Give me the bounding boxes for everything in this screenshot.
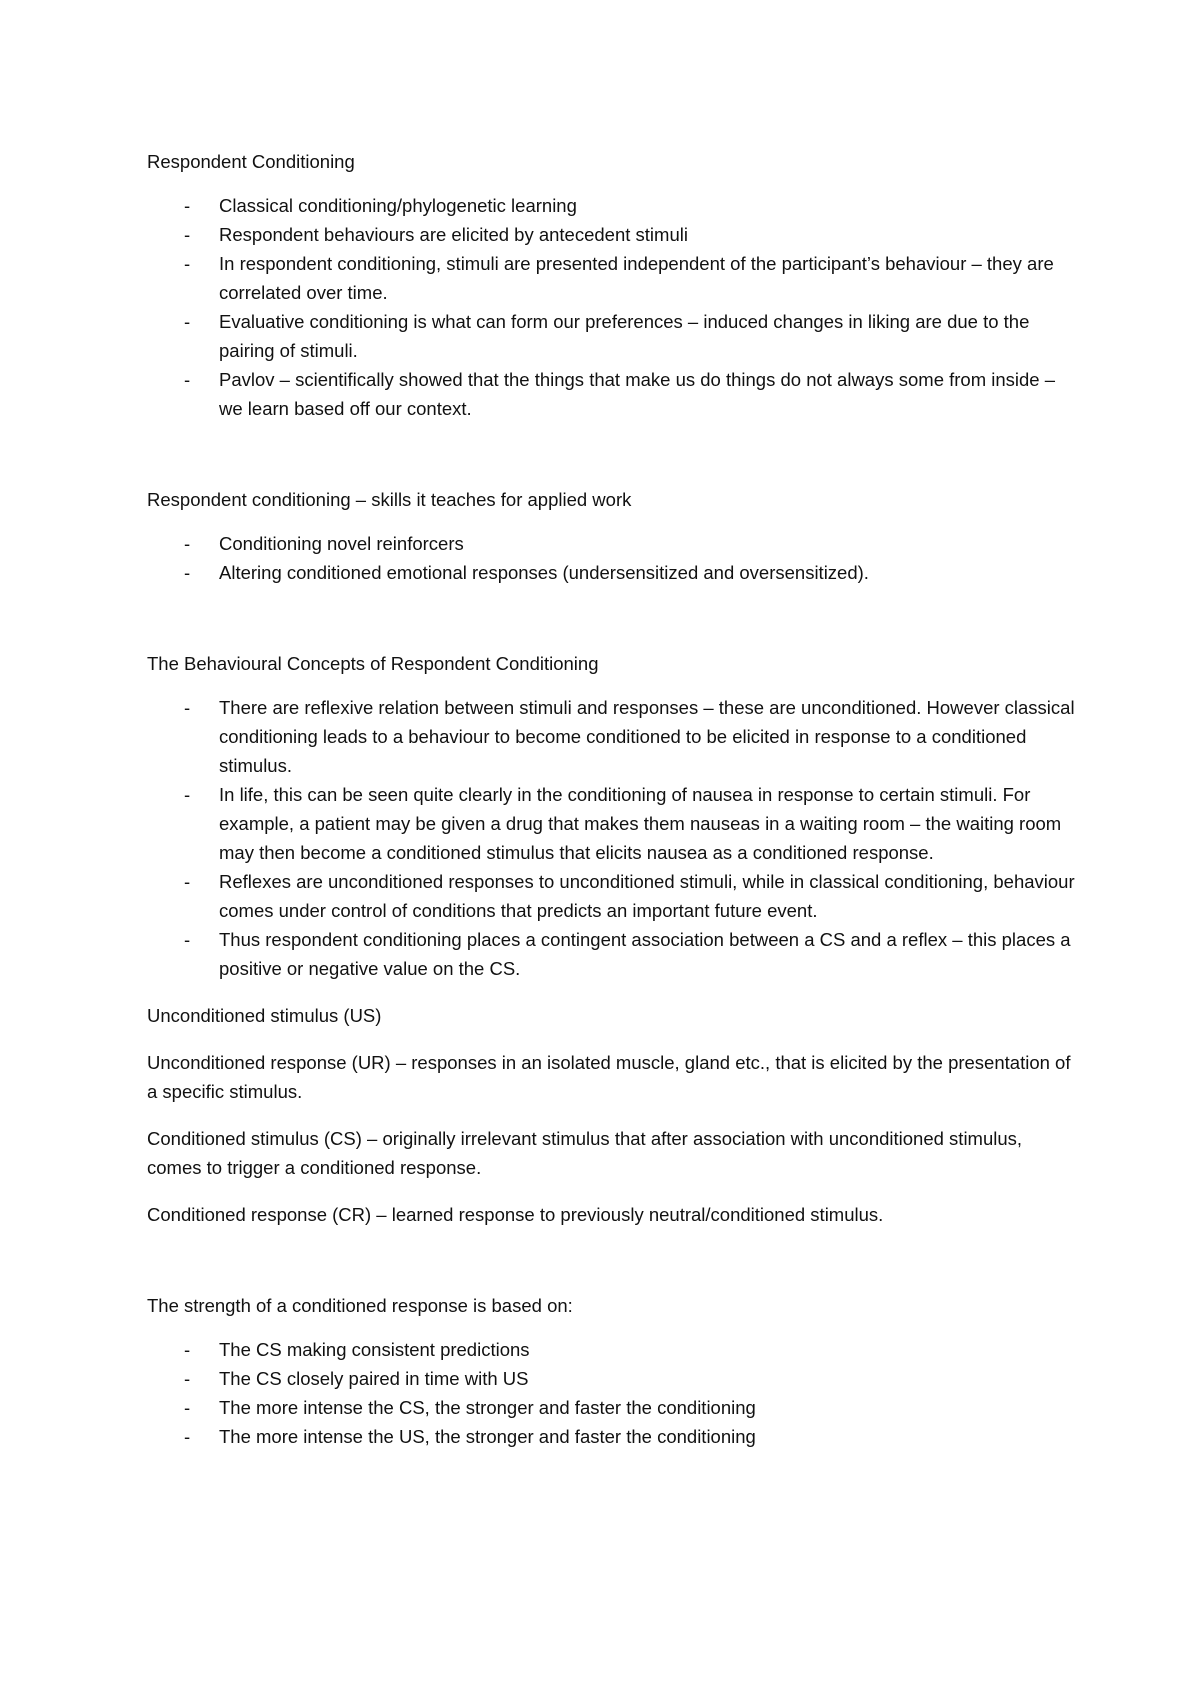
list-item bbox=[147, 1335, 1077, 1364]
definition-paragraph: Unconditioned response (UR) – responses in an isolated muscle, gland etc., that is elicited by the presentation of a specific stimulus. bbox=[147, 1052, 1071, 1102]
list-item-text: The more intense the CS, the stronger and faster the conditioning bbox=[219, 1397, 756, 1418]
list-item-text: Reflexes are unconditioned responses to unconditioned stimuli, while in classical conditioning, behaviour comes under control of conditions that predicts an important future event. bbox=[219, 871, 1075, 921]
bullet-dash: - bbox=[184, 224, 191, 245]
bullet-list bbox=[147, 191, 1077, 423]
list-item-text: Conditioning novel reinforcers bbox=[219, 533, 464, 554]
definition-paragraph: Unconditioned stimulus (US) bbox=[147, 1005, 382, 1026]
list-item-text: The CS closely paired in time with US bbox=[219, 1368, 529, 1389]
bullet-dash: - bbox=[184, 871, 191, 892]
list-item bbox=[147, 1364, 1077, 1393]
list-item-text: Thus respondent conditioning places a contingent association between a CS and a reflex – this places a positive or negative value on the CS. bbox=[219, 929, 1071, 979]
bullet-dash: - bbox=[184, 1397, 191, 1418]
section-heading: The strength of a conditioned response is based on: bbox=[147, 1295, 573, 1316]
list-item bbox=[147, 191, 1077, 220]
bullet-dash: - bbox=[184, 929, 191, 950]
spacer bbox=[147, 423, 1077, 485]
list-item bbox=[147, 867, 1077, 925]
bullet-dash: - bbox=[184, 1339, 191, 1360]
section-heading: Respondent conditioning – skills it teaches for applied work bbox=[147, 489, 632, 510]
document-body bbox=[147, 147, 1077, 1451]
definition-paragraph: Conditioned stimulus (CS) – originally irrelevant stimulus that after association with unconditioned stimulus, comes to trigger a conditioned response. bbox=[147, 1128, 1023, 1178]
list-item-text: Pavlov – scientifically showed that the things that make us do things do not always some from inside – we learn based off our context. bbox=[219, 369, 1056, 419]
bullet-dash: - bbox=[184, 195, 191, 216]
bullet-dash: - bbox=[184, 562, 191, 583]
list-item-text: Evaluative conditioning is what can form our preferences – induced changes in liking are due to the pairing of stimuli. bbox=[219, 311, 1030, 361]
list-item bbox=[147, 307, 1077, 365]
list-item bbox=[147, 1422, 1077, 1451]
spacer bbox=[147, 1229, 1077, 1291]
spacer bbox=[147, 587, 1077, 649]
bullet-dash: - bbox=[184, 533, 191, 554]
list-item-text: The more intense the US, the stronger and faster the conditioning bbox=[219, 1426, 756, 1447]
bullet-list bbox=[147, 529, 1077, 587]
spacer bbox=[147, 1182, 1077, 1200]
bullet-dash: - bbox=[184, 784, 191, 805]
bullet-dash: - bbox=[184, 369, 191, 390]
spacer bbox=[147, 1030, 1077, 1048]
bullet-dash: - bbox=[184, 1426, 191, 1447]
list-item bbox=[147, 693, 1077, 780]
bullet-list bbox=[147, 693, 1077, 983]
bullet-dash: - bbox=[184, 697, 191, 718]
list-item-text: Altering conditioned emotional responses (undersensitized and oversensitized). bbox=[219, 562, 869, 583]
list-item bbox=[147, 249, 1077, 307]
section-heading: Respondent Conditioning bbox=[147, 151, 355, 172]
list-item-text: Classical conditioning/phylogenetic learning bbox=[219, 195, 577, 216]
bullet-dash: - bbox=[184, 253, 191, 274]
list-item bbox=[147, 780, 1077, 867]
list-item bbox=[147, 1393, 1077, 1422]
bullet-dash: - bbox=[184, 1368, 191, 1389]
list-item-text: There are reflexive relation between stimuli and responses – these are unconditioned. However classical conditioning leads to a behaviour to become conditioned to be elicited in response to a conditioned stimulus. bbox=[219, 697, 1075, 776]
list-item bbox=[147, 220, 1077, 249]
list-item bbox=[147, 558, 1077, 587]
bullet-dash: - bbox=[184, 311, 191, 332]
definition-paragraph: Conditioned response (CR) – learned response to previously neutral/conditioned stimulus. bbox=[147, 1204, 884, 1225]
spacer bbox=[147, 983, 1077, 1001]
list-item-text: Respondent behaviours are elicited by antecedent stimuli bbox=[219, 224, 688, 245]
list-item-text: The CS making consistent predictions bbox=[219, 1339, 530, 1360]
spacer bbox=[147, 1106, 1077, 1124]
bullet-list bbox=[147, 1335, 1077, 1451]
section-heading: The Behavioural Concepts of Respondent Conditioning bbox=[147, 653, 599, 674]
list-item bbox=[147, 925, 1077, 983]
list-item-text: In respondent conditioning, stimuli are presented independent of the participant’s behaviour – they are correlated over time. bbox=[219, 253, 1054, 303]
list-item bbox=[147, 529, 1077, 558]
list-item bbox=[147, 365, 1077, 423]
list-item-text: In life, this can be seen quite clearly in the conditioning of nausea in response to certain stimuli. For example, a patient may be given a drug that makes them nauseas in a waiting room – the waiting room may then become a conditioned stimulus that elicits nausea as a conditioned response. bbox=[219, 784, 1062, 863]
